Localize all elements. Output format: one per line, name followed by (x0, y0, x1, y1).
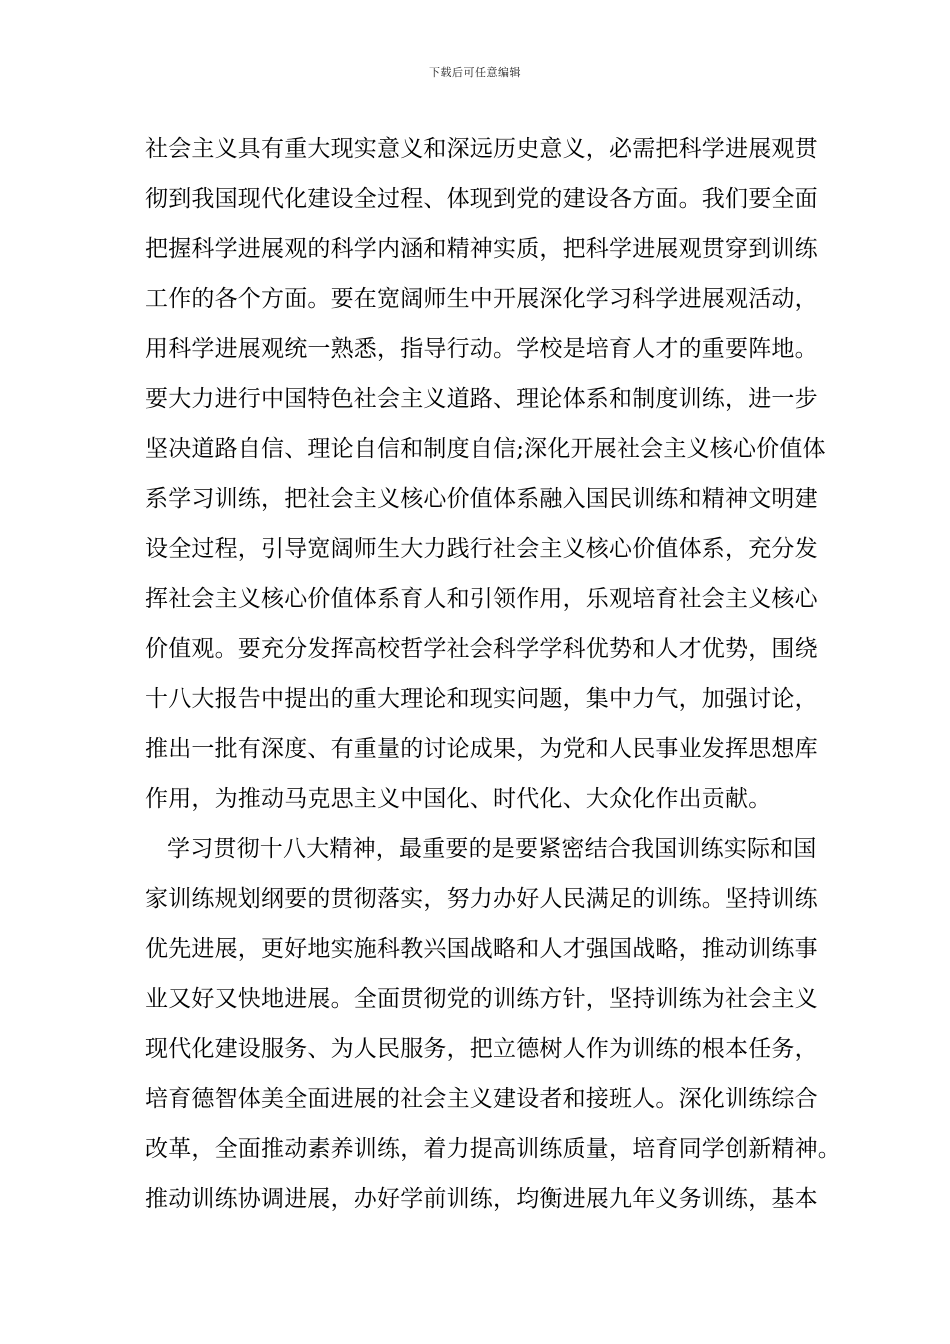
page-header: 下载后可任意编辑 (429, 66, 521, 79)
text-line: 十八大报告中提出的重大理论和现实问题，集中力气，加强讨论， (145, 686, 818, 712)
paragraph-2 (145, 824, 845, 1224)
text-line: 作用，为推动马克思主义中国化、时代化、大众化作出贡献。 (145, 786, 772, 812)
text-line: 优先进展，更好地实施科教兴国战略和人才强国战略，推动训练事 (145, 936, 818, 962)
text-line: 系学习训练，把社会主义核心价值体系融入国民训练和精神文明建 (145, 486, 818, 512)
text-line: 业又好又快地进展。全面贯彻党的训练方针，坚持训练为社会主义 (145, 986, 818, 1012)
text-line: 推出一批有深度、有重量的讨论成果，为党和人民事业发挥思想库 (145, 736, 818, 762)
text-line: 学习贯彻十八大精神，最重要的是要紧密结合我国训练实际和国 (167, 836, 817, 862)
text-line: 用科学进展观统一熟悉，指导行动。学校是培育人才的重要阵地。 (145, 336, 818, 362)
text-line: 社会主义具有重大现实意义和深远历史意义，必需把科学进展观贯 (145, 136, 818, 162)
text-line: 培育德智体美全面进展的社会主义建设者和接班人。深化训练综合 (145, 1086, 818, 1112)
text-line: 工作的各个方面。要在宽阔师生中开展深化学习科学进展观活动， (145, 286, 818, 312)
text-line: 要大力进行中国特色社会主义道路、理论体系和制度训练，进一步 (145, 386, 818, 412)
text-line: 推动训练协调进展，办好学前训练，均衡进展九年义务训练，基本 (145, 1186, 818, 1212)
text-line: 彻到我国现代化建设全过程、体现到党的建设各方面。我们要全面 (145, 186, 818, 212)
text-line: 设全过程，引导宽阔师生大力践行社会主义核心价值体系，充分发 (145, 536, 818, 562)
text-line: 改革，全面推动素养训练，着力提高训练质量，培育同学创新精神。 (145, 1136, 841, 1162)
text-line: 把握科学进展观的科学内涵和精神实质，把科学进展观贯穿到训练 (145, 236, 818, 262)
text-line: 价值观。要充分发挥高校哲学社会科学学科优势和人才优势，围绕 (145, 636, 818, 662)
text-line: 家训练规划纲要的贯彻落实，努力办好人民满足的训练。坚持训练 (145, 886, 818, 912)
paragraph-1 (145, 124, 845, 824)
text-line: 坚决道路自信、理论自信和制度自信;深化开展社会主义核心价值体 (145, 436, 826, 462)
text-line: 现代化建设服务、为人民服务，把立德树人作为训练的根本任务， (145, 1036, 818, 1062)
document-body (145, 124, 845, 1224)
text-line: 挥社会主义核心价值体系育人和引领作用，乐观培育社会主义核心 (145, 586, 818, 612)
